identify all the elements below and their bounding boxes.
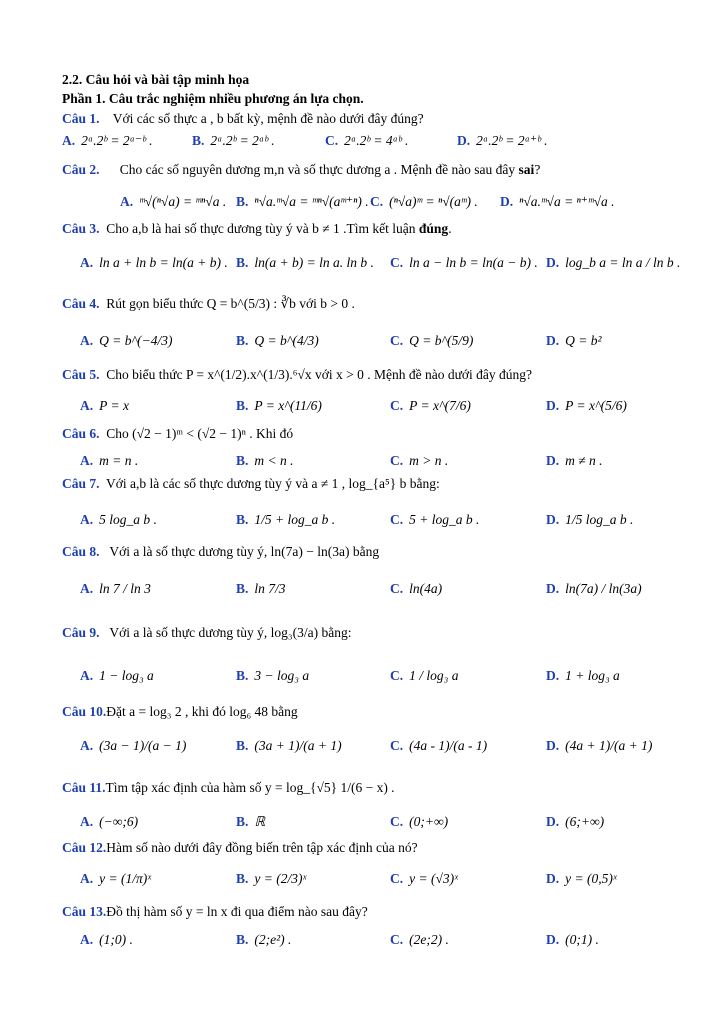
q1-option-c: C. 2ᵃ.2ᵇ = 4ᵃᵇ .: [325, 133, 409, 148]
question-label: Câu 10.: [62, 704, 107, 719]
question-text: Tìm tập xác định của hàm số y = log_{√5} 1/(6 − x) .: [105, 780, 395, 795]
question-label: Câu 6.: [62, 426, 100, 441]
q7-option-c: C. 5 + log_a b .: [390, 512, 480, 527]
question-9: [62, 625, 351, 641]
q9-option-b: B. 3 − log₃ a: [236, 668, 310, 683]
question-label: Câu 2.: [62, 162, 100, 177]
q9-option-c: C. 1 / log₃ a: [390, 668, 459, 683]
q4-option-a: A. Q = b^(−4/3): [80, 333, 173, 348]
q12-option-c: C. y = (√3)ˣ: [390, 871, 458, 886]
question-text: Rút gọn biểu thức Q = b^(5/3) : ∛b với b > 0 .: [106, 296, 355, 311]
q8-option-b: B. ln 7/3: [236, 581, 286, 596]
q10-option-d: D. (4a + 1)/(a + 1): [546, 738, 653, 753]
q11-option-b: B. ℝ: [236, 814, 266, 829]
q3-option-c: C. ln a − ln b = ln(a − b) .: [390, 255, 538, 270]
question-7: [62, 476, 440, 492]
question-tail: .: [448, 221, 452, 236]
question-text: Cho (√2 − 1)ᵐ < (√2 − 1)ⁿ . Khi đó: [106, 426, 294, 441]
q3-option-a: A. ln a + ln b = ln(a + b) .: [80, 255, 228, 270]
q13-option-d: D. (0;1) .: [546, 932, 599, 947]
q5-option-d: D. P = x^(5/6): [546, 398, 627, 413]
question-4: [62, 296, 355, 312]
question-11: [62, 780, 395, 796]
section-title: 2.2. Câu hỏi và bài tập minh họa: [62, 72, 250, 87]
q2-option-d: D. ⁿ√a.ᵐ√a = ⁿ⁺ᵐ√a .: [500, 194, 615, 209]
question-emphasis: sai: [518, 162, 535, 177]
question-text: Đồ thị hàm số y = ln x đi qua điểm nào sau đây?: [106, 904, 368, 919]
q4-option-b: B. Q = b^(4/3): [236, 333, 319, 348]
q1-option-a: A. 2ᵃ.2ᵇ = 2ᵃ⁻ᵇ .: [62, 133, 153, 148]
q11-option-a: A. (−∞;6): [80, 814, 139, 829]
q6-option-d: D. m ≠ n .: [546, 453, 603, 468]
q4-option-d: D. Q = b²: [546, 333, 602, 348]
question-tail: ?: [534, 162, 541, 177]
q11-option-c: C. (0;+∞): [390, 814, 449, 829]
q5-option-c: C. P = x^(7/6): [390, 398, 471, 413]
question-label: Câu 8.: [62, 544, 100, 559]
question-label: Câu 4.: [62, 296, 100, 311]
question-label: Câu 13.: [62, 904, 107, 919]
question-label: Câu 12.: [62, 840, 107, 855]
q7-option-a: A. 5 log_a b .: [80, 512, 157, 527]
q8-option-d: D. ln(7a) / ln(3a): [546, 581, 642, 596]
q7-option-b: B. 1/5 + log_a b .: [236, 512, 336, 527]
q10-option-c: C. (4a - 1)/(a - 1): [390, 738, 488, 753]
question-label: Câu 9.: [62, 625, 100, 640]
question-13: [62, 904, 368, 920]
question-12: [62, 840, 418, 856]
question-2: [62, 162, 540, 178]
question-text: Đặt a = log₃ 2 , khi đó log₆ 48 bằng: [106, 704, 298, 719]
question-6: [62, 426, 293, 442]
question-emphasis: đúng: [418, 221, 449, 236]
question-label: Câu 7.: [62, 476, 100, 491]
q3-option-d: D. log_b a = ln a / ln b .: [546, 255, 681, 270]
q1-option-b: B. 2ᵃ.2ᵇ = 2ᵃᵇ .: [192, 133, 275, 148]
q5-option-a: A. P = x: [80, 398, 129, 413]
question-label: Câu 1.: [62, 111, 100, 126]
question-text: Với a là số thực dương tùy ý, log₃(3/a) bằng:: [109, 625, 352, 640]
q8-option-a: A. ln 7 / ln 3: [80, 581, 151, 596]
q13-option-c: C. (2e;2) .: [390, 932, 449, 947]
q4-option-c: C. Q = b^(5/9): [390, 333, 474, 348]
question-8: [62, 544, 379, 560]
question-label: Câu 5.: [62, 367, 100, 382]
q12-option-b: B. y = (2/3)ˣ: [236, 871, 307, 886]
question-text: Cho biểu thức P = x^(1/2).x^(1/3).⁶√x với x > 0 . Mệnh đề nào dưới đây đúng?: [106, 367, 533, 382]
question-10: [62, 704, 298, 720]
q10-option-b: B. (3a + 1)/(a + 1): [236, 738, 342, 753]
q8-option-c: C. ln(4a): [390, 581, 443, 596]
q6-option-c: C. m > n .: [390, 453, 449, 468]
question-text: Với các số thực a , b bất kỳ, mệnh đề nào dưới đây đúng?: [112, 111, 424, 126]
q6-option-a: A. m = n .: [80, 453, 139, 468]
q7-option-d: D. 1/5 log_a b .: [546, 512, 634, 527]
question-label: Câu 11.: [62, 780, 106, 795]
question-text: Cho a,b là hai số thực dương tùy ý và b ≠ 1 .Tìm kết luận: [106, 221, 419, 236]
q10-option-a: A. (3a − 1)/(a − 1): [80, 738, 187, 753]
q5-option-b: B. P = x^(11/6): [236, 398, 322, 413]
q13-option-b: B. (2;e²) .: [236, 932, 292, 947]
q2-option-c: C. (ⁿ√a)ᵐ = ⁿ√(aᵐ) .: [370, 194, 478, 209]
q13-option-a: A. (1;0) .: [80, 932, 133, 947]
question-1: [62, 111, 424, 127]
q6-option-b: B. m < n .: [236, 453, 294, 468]
question-text: Cho các số nguyên dương m,n và số thực dương a . Mệnh đề nào sau đây: [119, 162, 519, 177]
question-text: Với a,b là các số thực dương tùy ý và a ≠ 1 , log_{a⁵} b bằng:: [106, 476, 440, 491]
q9-option-d: D. 1 + log₃ a: [546, 668, 620, 683]
question-text: Với a là số thực dương tùy ý, ln(7a) − ln(3a) bằng: [109, 544, 380, 559]
q12-option-a: A. y = (1/π)ˣ: [80, 871, 152, 886]
q2-option-a: A. ᵐ√(ⁿ√a) = ᵐⁿ√a .: [120, 194, 227, 209]
q11-option-d: D. (6;+∞): [546, 814, 605, 829]
q1-option-d: D. 2ᵃ.2ᵇ = 2ᵃ⁺ᵇ .: [457, 133, 548, 148]
part-title: Phần 1. Câu trắc nghiệm nhiều phương án lựa chọn.: [62, 91, 364, 106]
q12-option-d: D. y = (0,5)ˣ: [546, 871, 617, 886]
question-text: Hàm số nào dưới đây đồng biến trên tập xác định của nó?: [106, 840, 418, 855]
q9-option-a: A. 1 − log₃ a: [80, 668, 154, 683]
q2-option-b: B. ⁿ√a.ᵐ√a = ᵐⁿ√(aᵐ⁺ⁿ) .: [236, 194, 369, 209]
question-label: Câu 3.: [62, 221, 100, 236]
question-3: [62, 221, 452, 237]
q3-option-b: B. ln(a + b) = ln a. ln b .: [236, 255, 374, 270]
question-5: [62, 367, 532, 383]
